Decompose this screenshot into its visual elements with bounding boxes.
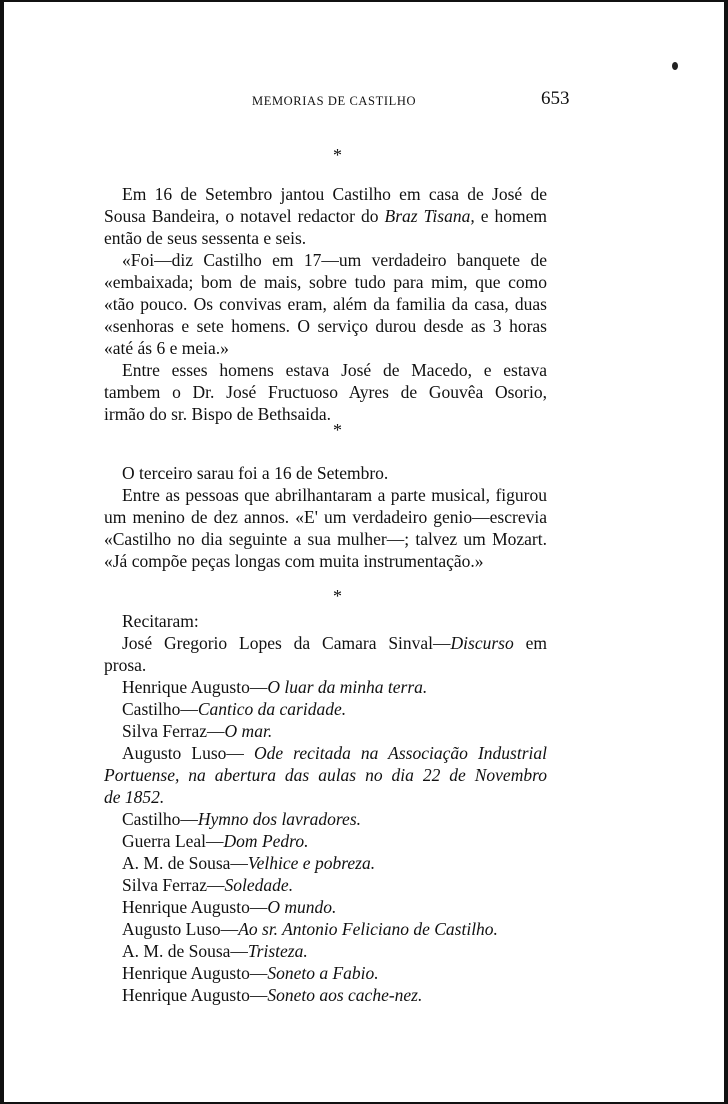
recital-item: José Gregorio Lopes da Camara Sinval—Discurso em: [122, 633, 547, 653]
paragraph-line: O terceiro sarau foi a 16 de Setembro.: [122, 463, 389, 483]
recital-item: Silva Ferraz—O mar.: [122, 721, 273, 741]
recital-item: Guerra Leal—Dom Pedro.: [122, 831, 309, 851]
recital-item: A. M. de Sousa—Velhice e pobreza.: [122, 853, 376, 873]
recital-item: A. M. de Sousa—Tristeza.: [122, 941, 308, 961]
recital-item: Henrique Augusto—O luar da minha terra.: [122, 677, 428, 697]
section-3: [104, 610, 547, 1006]
recital-item: Henrique Augusto—Soneto aos cache-nez.: [122, 985, 423, 1005]
paragraph-line: Sousa Bandeira, o notavel redactor do Braz Tisana, e homem: [104, 206, 548, 226]
paragraph-line: Em 16 de Setembro jantou Castilho em casa de José de: [122, 184, 547, 204]
recital-item: de 1852.: [104, 787, 165, 807]
recital-item: Castilho—Hymno dos lavradores.: [122, 809, 362, 829]
paragraph-line: Entre esses homens estava José de Macedo, e estava: [122, 360, 547, 380]
paragraph-line: irmão do sr. Bispo de Bethsaida.: [104, 404, 331, 424]
paragraph-line: tambem o Dr. José Fructuoso Ayres de Gouvêa Osorio,: [104, 382, 547, 402]
running-title: MEMORIAS DE CASTILHO: [252, 94, 417, 108]
paragraph-line: um menino de dez annos. «E' um verdadeiro genio—escrevia: [104, 507, 547, 527]
quote-line: «Castilho no dia seguinte a sua mulher—; talvez um Mozart.: [104, 529, 547, 549]
quote-line: «senhoras e sete homens. O serviço durou desde as 3 horas: [104, 316, 547, 336]
page-header: [4, 88, 724, 112]
quote-line: «até ás 6 e meia.»: [104, 338, 229, 358]
quote-line: «Foi—diz Castilho em 17—um verdadeiro banquete de: [122, 250, 547, 270]
recital-item: Augusto Luso—Ao sr. Antonio Feliciano de Castilho.: [122, 919, 498, 939]
paragraph-line: então de seus sessenta e seis.: [104, 228, 307, 248]
recital-item: Augusto Luso— Ode recitada na Associação Industrial: [122, 743, 547, 763]
recital-item: prosa.: [104, 655, 147, 675]
recital-item: Portuense, na abertura das aulas no dia 22 de Novembro: [104, 765, 547, 785]
section-mark-2: *: [333, 420, 342, 440]
quote-line: «embaixada; bom de mais, sobre tudo para mim, que como: [104, 272, 547, 292]
section-mark-3: *: [333, 586, 342, 606]
recital-item: Castilho—Cantico da caridade.: [122, 699, 347, 719]
recital-item: Silva Ferraz—Soledade.: [122, 875, 294, 895]
quote-line: «Já compõe peças longas com muita instrumentação.»: [104, 551, 484, 571]
section-2: [104, 462, 547, 572]
recital-item: Henrique Augusto—O mundo.: [122, 897, 337, 917]
paragraph-line: Entre as pessoas que abrilhantaram a parte musical, figurou: [122, 485, 547, 505]
ink-dot: [672, 62, 678, 70]
recital-intro: Recitaram:: [122, 611, 199, 631]
section-mark-1: *: [333, 145, 342, 165]
recital-item: Henrique Augusto—Soneto a Fabio.: [122, 963, 379, 983]
section-1: [104, 183, 547, 425]
page-number: 653: [541, 88, 570, 109]
newspaper-title: Braz Tisana,: [384, 206, 475, 226]
quote-line: «tão pouco. Os convivas eram, além da familia da casa, duas: [104, 294, 547, 314]
